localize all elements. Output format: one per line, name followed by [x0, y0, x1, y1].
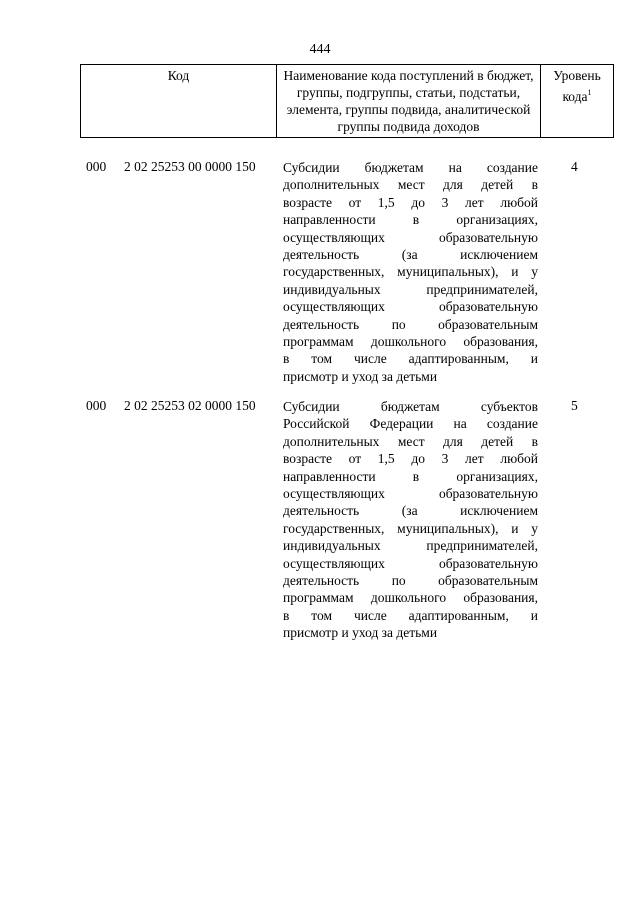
name-line: присмотр и уход за детьми: [283, 368, 438, 384]
header-level: [541, 65, 614, 138]
admin-code: 000: [86, 159, 107, 174]
page-number: 444: [309, 42, 331, 57]
code-level: 4: [571, 159, 578, 174]
name-line: государственных, муниципальных), и у: [283, 264, 538, 280]
header-level-label: Уровень кода: [553, 68, 601, 104]
name-line: дополнительных мест для детей в: [283, 433, 538, 449]
name-line: Субсидии бюджетам субъектов: [283, 399, 538, 414]
name-line: направленности в организациях,: [283, 468, 538, 484]
code-level: 5: [571, 398, 578, 413]
name-line: осуществляющих образовательную: [283, 229, 538, 245]
name-line: осуществляющих образовательную: [283, 299, 538, 315]
name-line: Субсидии бюджетам на создание: [283, 160, 538, 175]
name-line: программам дошкольного образования,: [283, 333, 538, 349]
header-code: [81, 65, 277, 138]
name-line: осуществляющих образовательную: [283, 555, 538, 571]
footnote-marker: 1: [587, 88, 592, 97]
name-line: дополнительных мест для детей в: [283, 177, 538, 193]
header-name: [277, 65, 541, 138]
name-line: в том числе адаптированным, и: [283, 351, 538, 367]
revenue-name: [283, 159, 538, 385]
revenue-name: [283, 398, 538, 641]
name-line: возрасте от 1,5 до 3 лет любой: [283, 194, 538, 210]
name-line: Российской Федерации на создание: [283, 416, 538, 432]
name-line: деятельность по образовательным: [283, 316, 538, 332]
name-line: деятельность (за исключением: [283, 503, 538, 519]
admin-code: 000: [86, 398, 107, 413]
name-line: деятельность (за исключением: [283, 246, 538, 262]
name-line: возрасте от 1,5 до 3 лет любой: [283, 451, 538, 467]
name-line: индивидуальных предпринимателей,: [283, 538, 538, 554]
name-line: направленности в организациях,: [283, 212, 538, 228]
name-line: индивидуальных предпринимателей,: [283, 281, 538, 297]
name-line: деятельность по образовательным: [283, 572, 538, 588]
name-line: государственных, муниципальных), и у: [283, 520, 538, 536]
header-code-label: Код: [167, 68, 190, 83]
header-name-label: Наименование кода поступлений в бюджет, группы, подгруппы, статьи, подстатьи, элемента, группы подвида, аналитической группы подвида доходов: [283, 68, 534, 134]
name-line: присмотр и уход за детьми: [283, 625, 438, 641]
name-line: в том числе адаптированным, и: [283, 607, 538, 623]
name-line: программам дошкольного образования,: [283, 590, 538, 606]
table-header: [80, 64, 614, 138]
name-line: осуществляющих образовательную: [283, 485, 538, 501]
revenue-code: 2 02 25253 02 0000 150: [124, 398, 256, 413]
revenue-code: 2 02 25253 00 0000 150: [124, 159, 256, 174]
